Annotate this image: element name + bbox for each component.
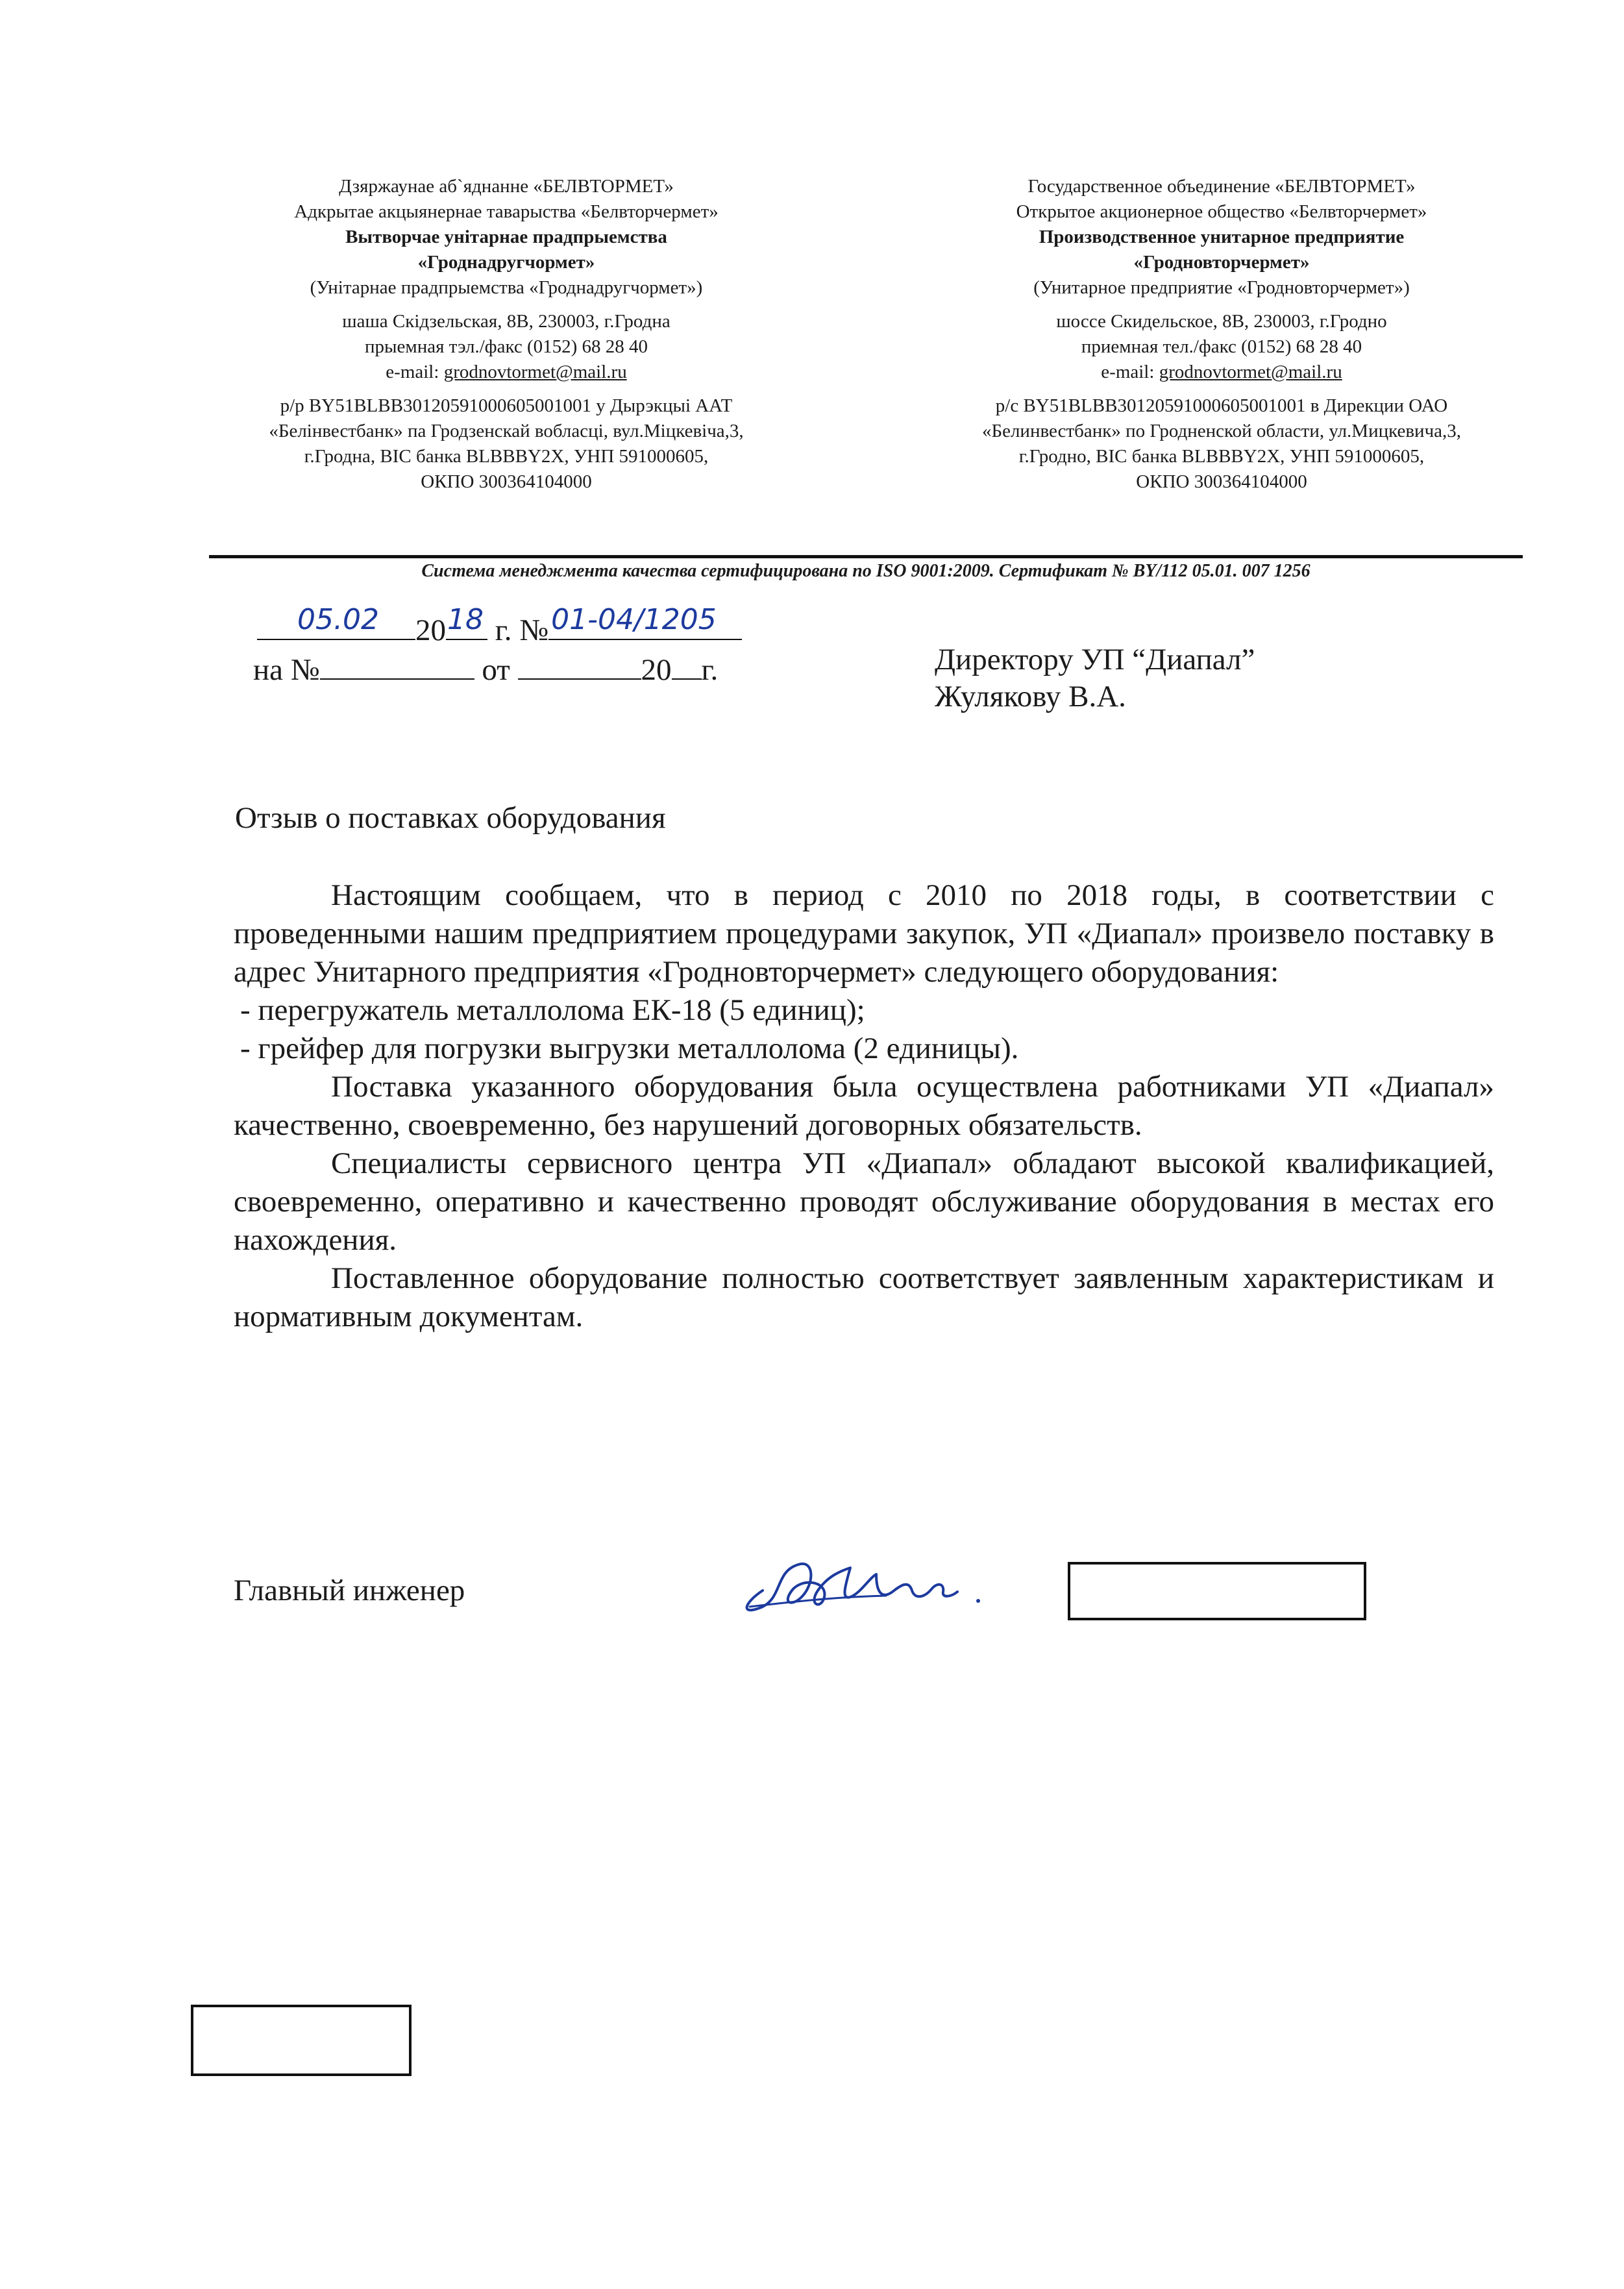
date-field bbox=[257, 603, 415, 640]
certification-line: Система менеджмента качества сертифицирована по ISO 9001:2009. Сертификат № BY/112 05.01. 007 1256 bbox=[421, 561, 1310, 581]
header-company-line: Открытое акционерное общество «Белвторчермет» bbox=[1016, 201, 1427, 222]
header-company-line: Адкрытае акцыянернае таварыства «Белвторчермет» bbox=[294, 201, 719, 222]
header-email-line: e-mail: grodnovtormet@mail.ru bbox=[1101, 362, 1342, 382]
header-enterprise-short: «Гродновторчермет» bbox=[1133, 252, 1310, 273]
handwritten-year: 18 bbox=[447, 603, 484, 636]
incoming-number-blank bbox=[320, 650, 474, 680]
redacted-name-box bbox=[1068, 1562, 1366, 1620]
header-bank-name: «Белінвестбанк» па Гродзенскай вобласці, вул.Міцкевіча,3, bbox=[269, 421, 744, 441]
letter-body bbox=[234, 876, 1494, 1336]
body-paragraph-compliance: Поставленное оборудование полностью соответствует заявленным характеристикам и нормативным документам. bbox=[234, 1261, 1494, 1333]
handwritten-number: 01-04/1205 bbox=[551, 603, 717, 636]
letter-subject: Отзыв о поставках оборудования bbox=[235, 801, 666, 835]
letterhead-russian bbox=[891, 174, 1553, 495]
addressee-block bbox=[935, 641, 1255, 715]
header-bank-bic: г.Гродна, BIC банка BLBBBY2X, УНП 591000605, bbox=[304, 446, 709, 467]
header-bank-account: р/с BY51BLBB30120591000605001001 в Дирекции ОАО bbox=[995, 395, 1448, 416]
number-field bbox=[548, 603, 742, 640]
letterhead-belarusian bbox=[175, 174, 837, 495]
header-enterprise-short: «Гроднадругчормет» bbox=[417, 252, 595, 273]
incoming-reference-line: на № от 20 г. bbox=[253, 650, 718, 689]
equipment-list-item: - перегружатель металлолома ЕК-18 (5 единиц); bbox=[240, 993, 865, 1027]
body-paragraph-service: Специалисты сервисного центра УП «Диапал» обладают высокой квалификацией, своевременно, оперативно и качественно проводят обслуживание оборудования в местах его нахождения. bbox=[234, 1146, 1494, 1257]
handwritten-date: 05.02 bbox=[297, 603, 379, 636]
header-phone: прыемная тэл./факс (0152) 68 28 40 bbox=[364, 336, 648, 357]
incoming-year-blank bbox=[672, 650, 702, 680]
addressee-position: Директору УП “Диапал” bbox=[935, 643, 1255, 676]
header-bank-bic: г.Гродно, BIC банка BLBBBY2X, УНП 591000605, bbox=[1018, 446, 1425, 467]
outgoing-reference-line: 05.02 20 18 г. № 01-04/1205 bbox=[257, 610, 742, 649]
header-org-line: Государственное объединение «БЕЛВТОРМЕТ» bbox=[1027, 176, 1416, 197]
body-paragraph-intro: Настоящим сообщаем, что в период с 2010 по 2018 годы, в соответствии с проведенными нашим предприятием процедурами закупок, УП «Диапал» произвело поставку в адрес Унитарного предприятия «Гродновторчермет» следующего оборудования: bbox=[234, 878, 1494, 989]
equipment-list-item: - грейфер для погрузки выгрузки металлолома (2 единицы). bbox=[240, 1032, 1019, 1065]
addressee-name: Жулякову В.А. bbox=[935, 680, 1126, 713]
header-email-link[interactable]: grodnovtormet@mail.ru bbox=[443, 362, 627, 382]
header-address: шоссе Скидельское, 8В, 230003, г.Гродно bbox=[1056, 311, 1387, 332]
header-bank-name: «Белинвестбанк» по Гродненской области, ул.Мицкевича,3, bbox=[981, 421, 1462, 441]
body-paragraph-delivery: Поставка указанного оборудования была осуществлена работниками УП «Диапал» качественно, своевременно, без нарушений договорных обязательств. bbox=[234, 1070, 1494, 1142]
incoming-date-blank bbox=[518, 650, 641, 680]
header-email-link[interactable]: grodnovtormet@mail.ru bbox=[1159, 362, 1342, 382]
header-bank-account: р/р BY51BLBB30120591000605001001 у Дырэкцыі ААТ bbox=[280, 395, 733, 416]
header-enterprise-alias: (Унітарнае прадпрыемства «Гроднадругчормет») bbox=[310, 277, 703, 298]
header-phone: приемная тел./факс (0152) 68 28 40 bbox=[1081, 336, 1362, 357]
signatory-title: Главный инженер bbox=[234, 1574, 465, 1607]
header-address: шаша Скідзельская, 8В, 230003, г.Гродна bbox=[342, 311, 671, 332]
header-email-line: e-mail: grodnovtormet@mail.ru bbox=[386, 362, 627, 382]
header-org-line: Дзяржаунае аб`яднанне «БЕЛВТОРМЕТ» bbox=[339, 176, 674, 197]
header-enterprise-alias: (Унитарное предприятие «Гродновторчермет») bbox=[1033, 277, 1410, 298]
handwritten-signature bbox=[737, 1545, 996, 1623]
header-okpo: ОКПО 300364104000 bbox=[1136, 471, 1307, 492]
header-okpo: ОКПО 300364104000 bbox=[421, 471, 592, 492]
year-field bbox=[446, 603, 487, 640]
header-enterprise-name: Вытворчае унітарнае прадпрыемства bbox=[345, 227, 667, 247]
redacted-box bbox=[191, 2005, 412, 2076]
header-enterprise-name: Производственное унитарное предприятие bbox=[1039, 227, 1405, 247]
header-divider bbox=[209, 555, 1523, 558]
